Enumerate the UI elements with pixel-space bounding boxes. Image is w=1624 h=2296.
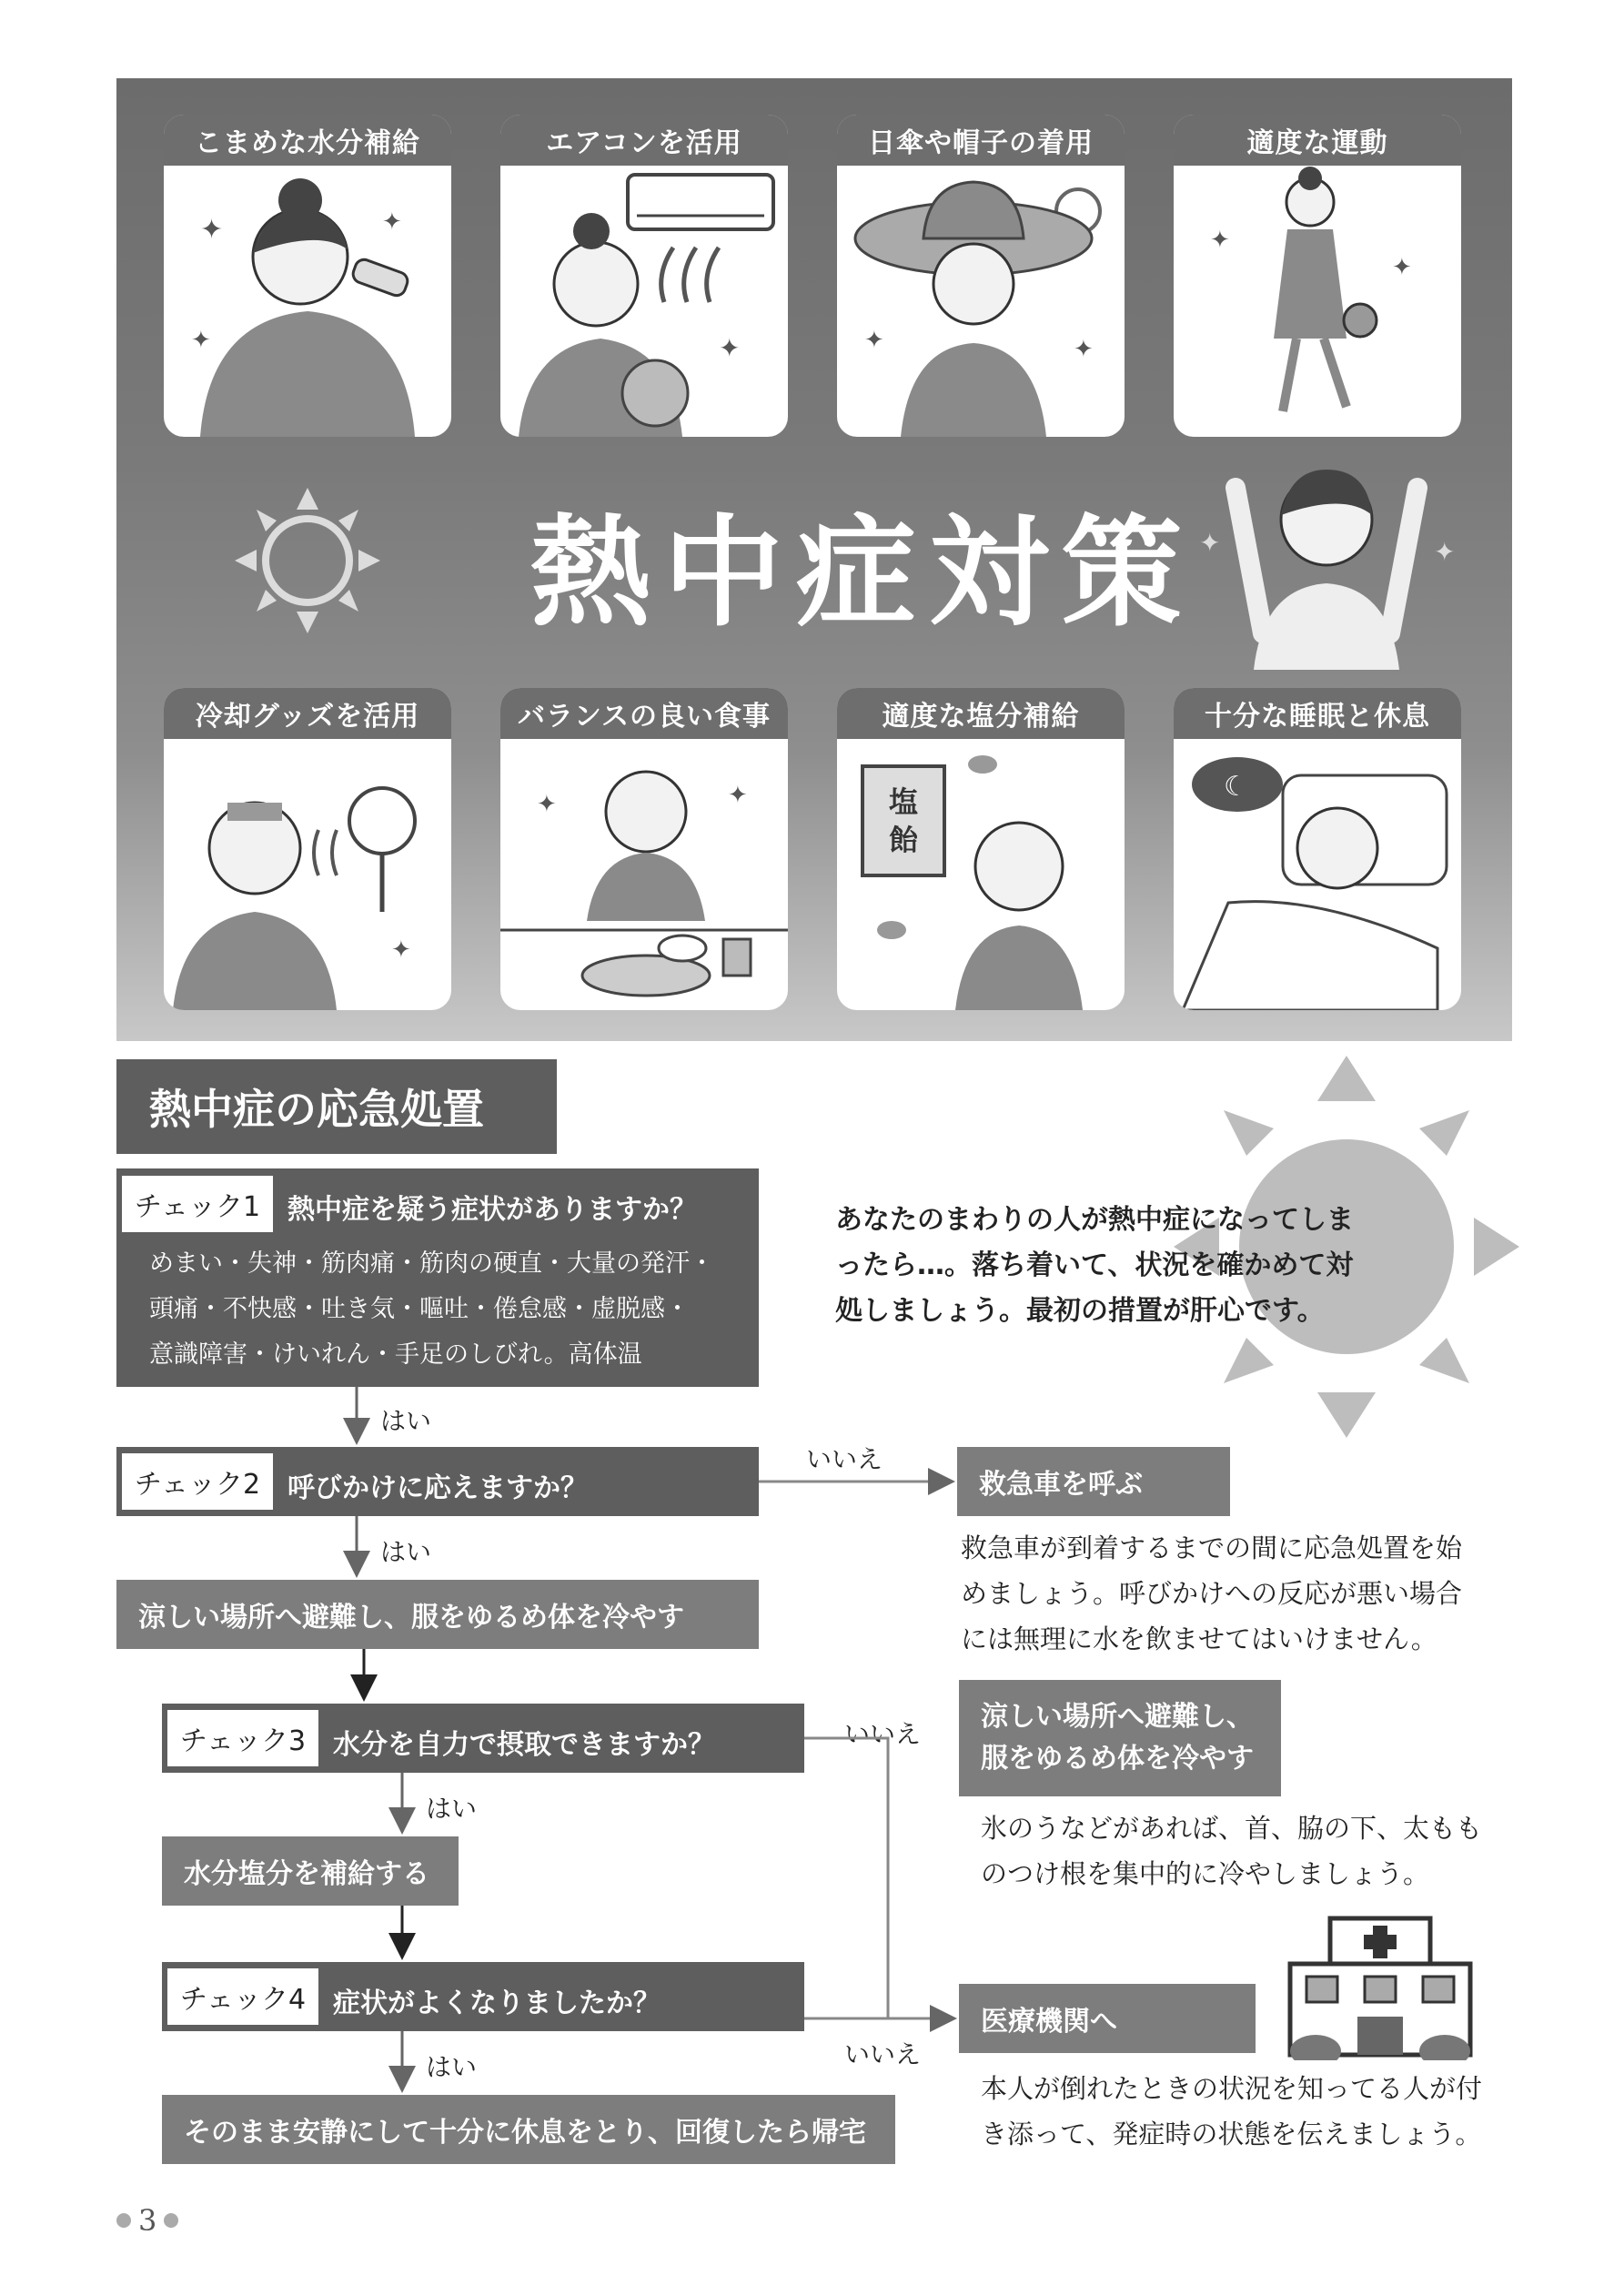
sun-icon [235, 479, 380, 642]
symptom-line: めまい・失神・筋肉痛・筋肉の硬直・大量の発汗・ [149, 1249, 714, 1278]
ambulance-text [961, 1525, 1462, 1662]
card-cooling-goods [164, 688, 451, 1010]
card-title: 冷却グッズを活用 [164, 688, 451, 739]
check4-box [162, 1962, 804, 2031]
check1-box [116, 1168, 759, 1387]
cool-down-box [959, 1680, 1281, 1796]
meal-illustration [500, 739, 788, 1010]
no-label: いいえ [806, 1444, 883, 1474]
sleeping-illustration [1174, 739, 1461, 1010]
svg-text:✦: ✦ [537, 791, 557, 818]
medical-line: き添って、発症時の状態を伝えましょう。 [981, 2119, 1482, 2149]
sun-hat-illustration [837, 166, 1125, 437]
drinking-water-illustration [164, 166, 451, 437]
candy-package-label: 飴 [888, 823, 919, 857]
svg-text:✦: ✦ [728, 782, 748, 809]
card-sleep-rest [1174, 688, 1461, 1010]
salt-candy-illustration [837, 739, 1125, 1010]
candy-package-label: 塩 [888, 784, 919, 819]
yes-label: はい [426, 1794, 478, 1824]
svg-text:✦: ✦ [719, 333, 741, 363]
card-title: こまめな水分補給 [164, 115, 451, 166]
no-label: いいえ [844, 2039, 922, 2069]
page-number-text: 3 [138, 2203, 157, 2238]
check3-box [162, 1704, 804, 1773]
check1-tag: チェック1 [122, 1176, 273, 1232]
symptom-line: 意識障害・けいれん・手足のしびれ。高体温 [149, 1340, 642, 1369]
cool-down-step: 涼しい場所へ避難し、服をゆるめ体を冷やす [116, 1580, 759, 1649]
check4-question: 症状がよくなりましたか？ [333, 1988, 661, 2019]
intro-line: あなたのまわりの人が熱中症になってしま [835, 1204, 1354, 1236]
card-title: エアコンを活用 [500, 115, 788, 166]
yes-label: はい [380, 1406, 432, 1436]
yes-label: はい [380, 1537, 432, 1567]
card-title: 日傘や帽子の着用 [837, 115, 1125, 166]
svg-text:✦: ✦ [864, 327, 884, 354]
medical-institution-box: 医療機関へ [959, 1984, 1256, 2053]
hospital-icon [1279, 1915, 1481, 2060]
ambulance-line: めましょう。呼びかけへの反応が悪い場合 [961, 1578, 1463, 1609]
cool-down-desc-line: のつけ根を集中的に冷やしましょう。 [981, 1858, 1430, 1889]
card-title: 十分な睡眠と休息 [1174, 688, 1461, 739]
air-conditioner-illustration [500, 166, 788, 437]
intro-text [835, 1198, 1354, 1334]
card-hat-parasol [837, 115, 1125, 437]
card-exercise [1174, 115, 1461, 437]
card-title: 適度な塩分補給 [837, 688, 1125, 739]
ambulance-line: 救急車が到着するまでの間に応急処置を始 [961, 1532, 1463, 1563]
no-label: いいえ [844, 1719, 922, 1749]
medical-text [981, 2066, 1482, 2157]
check3-question: 水分を自力で摂取できますか？ [333, 1729, 715, 1761]
cheering-person-illustration [1190, 451, 1463, 670]
card-title: バランスの良い食事 [500, 688, 788, 739]
page-number [116, 2202, 178, 2239]
check2-question: 呼びかけに応えますか？ [287, 1472, 588, 1504]
svg-text:✦: ✦ [1074, 336, 1094, 363]
card-title: 適度な運動 [1174, 115, 1461, 166]
card-hydration [164, 115, 451, 437]
svg-text:✦: ✦ [1434, 537, 1456, 567]
cooling-goods-illustration [164, 739, 451, 1010]
dot-icon [116, 2213, 131, 2228]
svg-text:☾: ☾ [1224, 771, 1248, 803]
dot-icon [164, 2213, 178, 2228]
card-balanced-meal [500, 688, 788, 1010]
yes-label: はい [426, 2052, 478, 2082]
symptom-line: 頭痛・不快感・吐き気・嘔吐・倦怠感・虚脱感・ [149, 1295, 690, 1323]
ambulance-line: には無理に水を飲ませてはいけません。 [961, 1623, 1437, 1654]
section-title: 熱中症の応急処置 [116, 1059, 557, 1154]
check1-question: 熱中症を疑う症状がありますか？ [287, 1194, 697, 1226]
svg-text:✦: ✦ [191, 327, 211, 354]
check4-tag: チェック4 [167, 1968, 318, 2025]
card-air-conditioner [500, 115, 788, 437]
check3-tag: チェック3 [167, 1710, 318, 1766]
cool-down-desc-line: 氷のうなどがあれば、首、脇の下、太もも [981, 1813, 1483, 1844]
check2-box [116, 1447, 759, 1516]
cool-down-line: 服をゆるめ体を冷やす [981, 1743, 1254, 1775]
check2-tag: チェック2 [122, 1453, 273, 1510]
intro-line: 処しましょう。最初の措置が肝心です。 [835, 1295, 1325, 1327]
ambulance-box: 救急車を呼ぶ [957, 1447, 1230, 1516]
medical-line: 本人が倒れたときの状況を知ってる人が付 [981, 2073, 1483, 2104]
card-salt-supplement [837, 688, 1125, 1010]
hydrate-step: 水分塩分を補給する [162, 1836, 459, 1906]
symptom-list [149, 1241, 714, 1378]
intro-line: ったら…。落ち着いて、状況を確かめて対 [835, 1249, 1354, 1281]
banner [116, 78, 1512, 1041]
rest-step: そのまま安静にして十分に休息をとり、回復したら帰宅 [162, 2095, 895, 2164]
walking-illustration [1174, 166, 1461, 437]
svg-text:✦: ✦ [391, 936, 411, 964]
svg-text:✦: ✦ [1392, 254, 1412, 281]
svg-text:✦: ✦ [1210, 227, 1230, 254]
cool-down-line: 涼しい場所へ避難し、 [981, 1701, 1254, 1733]
svg-text:✦: ✦ [1199, 528, 1221, 558]
svg-text:✦: ✦ [382, 208, 402, 236]
svg-text:✦: ✦ [200, 214, 224, 246]
cool-down-text [981, 1805, 1482, 1896]
banner-title: 熱中症対策 [530, 503, 1195, 643]
